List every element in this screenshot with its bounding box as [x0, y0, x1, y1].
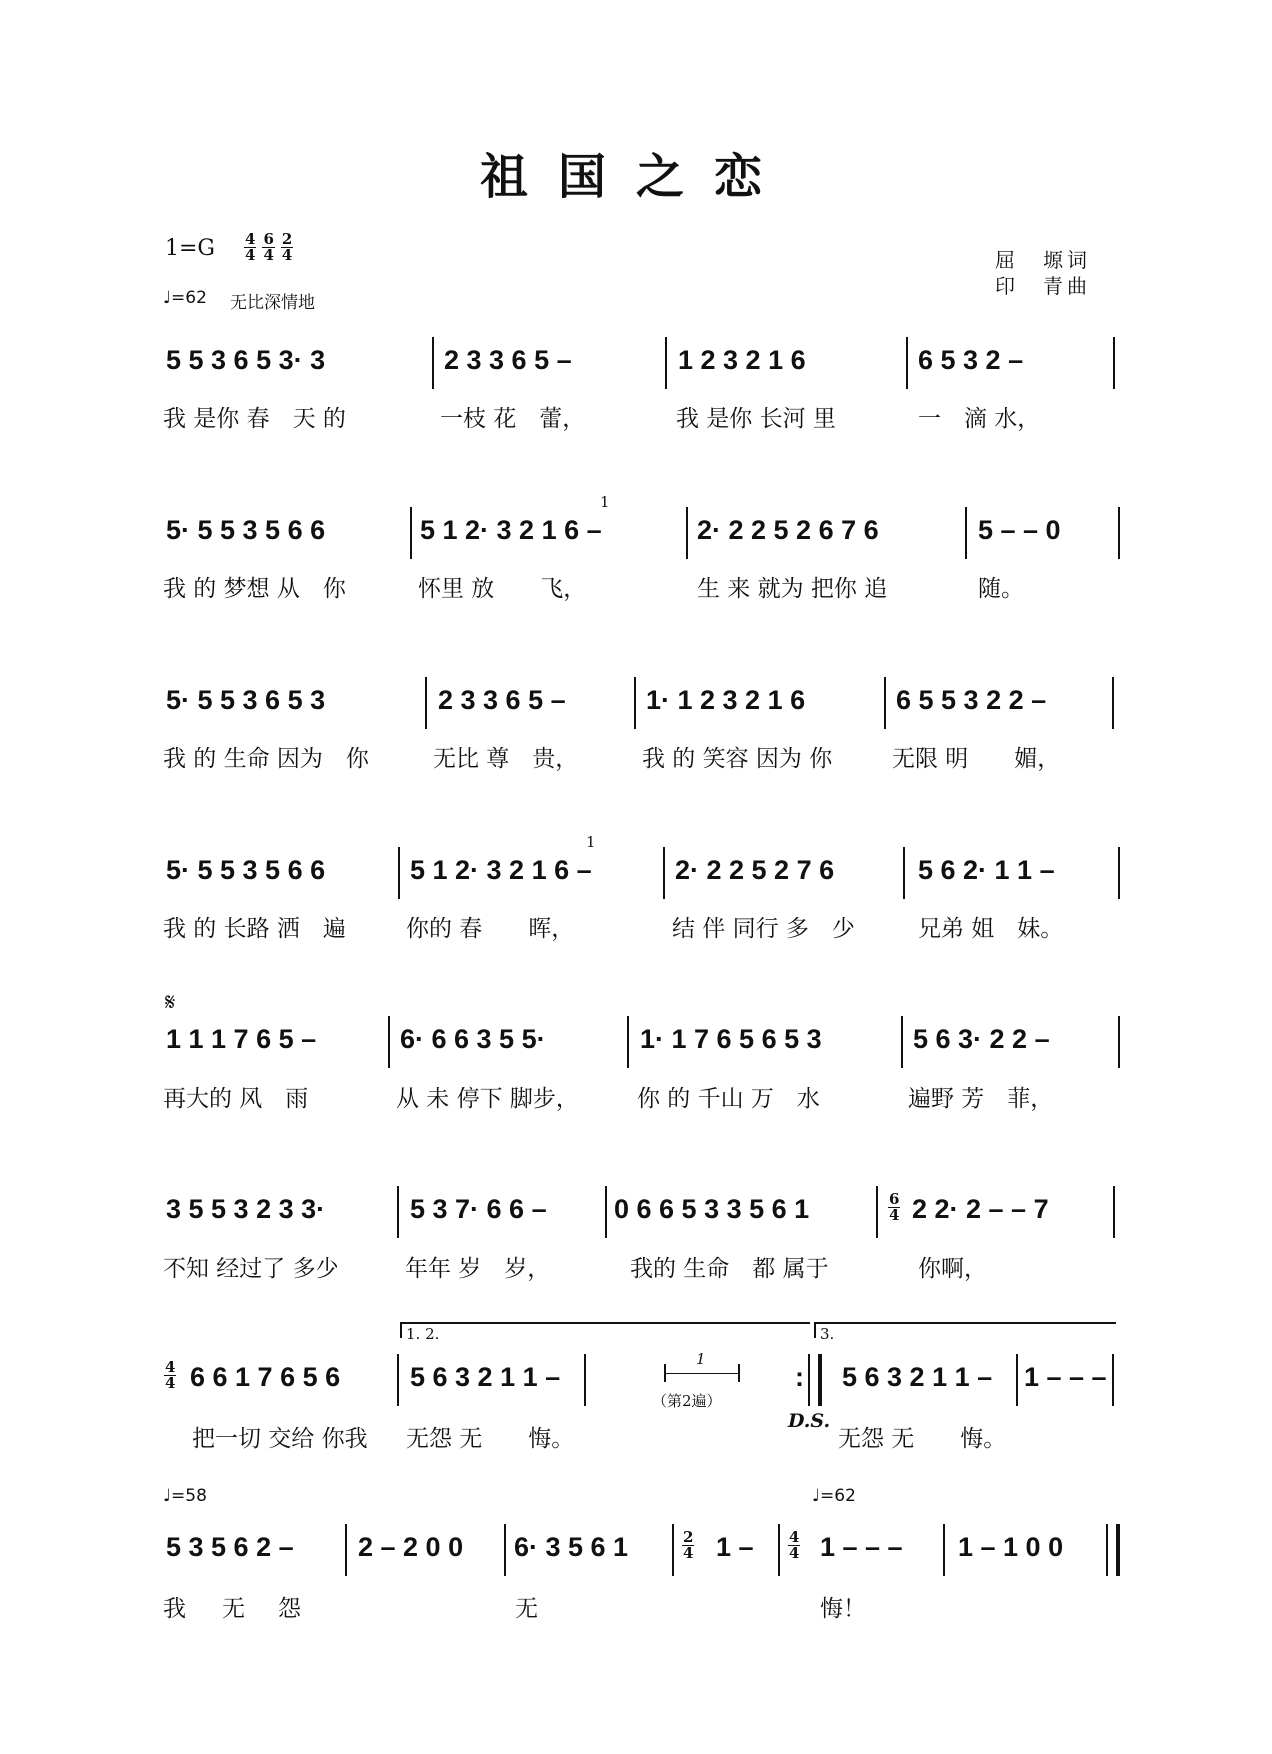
- measure: 5 3 5 6 2 –: [166, 1532, 294, 1562]
- expression-marking: 无比深情地: [230, 293, 315, 313]
- measure: 5· 5 5 3 5 6 6: [166, 515, 326, 545]
- lyric-text: 我 的 生命 因为 你: [163, 746, 369, 772]
- key-signature: 1=G: [165, 236, 216, 261]
- lyric-text: 我 的 笑容 因为 你: [642, 746, 833, 772]
- lyric-text: 无限 明 媚，: [892, 746, 1061, 772]
- lyricist-credit: 屈 塬词: [995, 248, 1091, 272]
- dal-segno: D.S.: [788, 1410, 831, 1432]
- time-signature: 6 4: [263, 230, 274, 264]
- lyric-text: 悔！: [820, 1596, 866, 1622]
- repeat-measure-box: 1: [664, 1364, 740, 1382]
- lyric-text: 你 的 千山 万 水: [637, 1086, 820, 1112]
- lyric-text: 怀里 放 飞，: [418, 576, 587, 602]
- repeat-dots: :: [795, 1362, 804, 1392]
- measure: 6 5 3 2 –: [918, 345, 1024, 375]
- barline: [584, 1354, 586, 1406]
- time-signature: 4 4: [245, 230, 256, 264]
- measure: 6 6 1 7 6 5 6: [190, 1362, 341, 1392]
- lyric-text: 不知 经过了 多少: [163, 1256, 339, 1282]
- barline: [1112, 677, 1114, 729]
- final-barline: [1106, 1524, 1120, 1576]
- time-signature: 2 4: [683, 1528, 694, 1562]
- tempo-marking: ♩=62: [812, 1486, 856, 1506]
- measure: 2 3 3 6 5 –: [444, 345, 572, 375]
- time-signatures: [240, 232, 293, 263]
- barline: [410, 507, 412, 559]
- lyric-text: 一 滴 水，: [918, 406, 1041, 432]
- tempo-marking: ♩=58: [163, 1486, 207, 1506]
- barline: [672, 1524, 674, 1576]
- grace-note: 1: [600, 493, 610, 511]
- barline: [903, 847, 905, 899]
- measure: 5 1 2· 3 2 1 6 –: [410, 855, 592, 885]
- lyric-text: 无怨 无 悔。: [406, 1426, 575, 1452]
- time-signature: 6 4: [889, 1190, 900, 1224]
- barline: [663, 847, 665, 899]
- measure: 1 – – –: [1024, 1362, 1107, 1392]
- lyric-text: 遍野 芳 菲，: [908, 1086, 1054, 1112]
- barline: [634, 677, 636, 729]
- lyric-text: 我 的 长路 洒 遍: [163, 916, 346, 942]
- lyric-text: 无比 尊 贵，: [433, 746, 579, 772]
- measure: 0 6 6 5 3 3 5 6 1: [614, 1194, 810, 1224]
- lyrics-row-5: [0, 1080, 1272, 1110]
- lyric-text: 你啊，: [918, 1256, 987, 1282]
- lyric-text: 无: [515, 1596, 538, 1622]
- barline: [398, 847, 400, 899]
- measure: 1 –: [716, 1532, 754, 1562]
- barline: [605, 1186, 607, 1238]
- barline: [906, 337, 908, 389]
- lyric-text: 我 是你 春 天 的: [163, 406, 346, 432]
- lyric-text: 我 的 梦想 从 你: [163, 576, 346, 602]
- barline: [1118, 507, 1120, 559]
- barline: [943, 1524, 945, 1576]
- barline: [432, 337, 434, 389]
- measure: 1 2 3 2 1 6: [678, 345, 806, 375]
- time-signature: 4 4: [789, 1528, 800, 1562]
- barline: [686, 507, 688, 559]
- barline: [901, 1016, 903, 1068]
- staff-row-4: [0, 833, 1272, 895]
- measure: 5 5 3 6 5 3· 3: [166, 345, 326, 375]
- measure: 2 3 3 6 5 –: [438, 685, 566, 715]
- time-signature: 2 4: [281, 230, 293, 264]
- measure: 5· 5 5 3 5 6 6: [166, 855, 326, 885]
- measure: 2 2· 2 – – 7: [912, 1194, 1049, 1224]
- lyric-text: 无怨 无 悔。: [838, 1426, 1007, 1452]
- lyric-text: 我: [163, 1596, 186, 1622]
- measure: 1· 1 2 3 2 1 6: [646, 685, 806, 715]
- measure: 6· 6 6 3 5 5·: [400, 1024, 546, 1054]
- measure: 2 – 2 0 0: [358, 1532, 464, 1562]
- barline: [504, 1524, 506, 1576]
- lyric-text: 从 未 停下 脚步，: [396, 1086, 579, 1112]
- measure: 6· 3 5 6 1: [514, 1532, 629, 1562]
- composer-credit: 印 青曲: [995, 274, 1091, 298]
- barline: [1113, 1186, 1115, 1238]
- lyric-text: 生 来 就为 把你 追: [697, 576, 888, 602]
- lyric-text: 随。: [978, 576, 1024, 602]
- lyrics-row-8: [0, 1590, 1272, 1620]
- tempo-marking: ♩=62: [163, 288, 207, 308]
- measure: 5 6 3 2 1 1 –: [842, 1362, 993, 1392]
- barline: [665, 337, 667, 389]
- lyric-text: 一枝 花 蕾，: [440, 406, 586, 432]
- measure: 5 1 2· 3 2 1 6 –: [420, 515, 602, 545]
- lyrics-row-1: [0, 400, 1272, 430]
- staff-row-1: [0, 345, 1272, 385]
- barline: [1016, 1354, 1018, 1406]
- lyrics-row-2: [0, 570, 1272, 600]
- segno-sign: 𝄋: [165, 988, 176, 1016]
- barline: [1113, 337, 1115, 389]
- barline: [388, 1016, 390, 1068]
- staff-row-8: [0, 1528, 1272, 1572]
- measure: 1· 1 7 6 5 6 5 3: [640, 1024, 822, 1054]
- song-title: 祖国之恋: [479, 149, 792, 205]
- measure: 6 5 5 3 2 2 –: [896, 685, 1047, 715]
- volta-bracket-first: 1. 2.: [400, 1322, 810, 1338]
- barline: [876, 1186, 878, 1238]
- lyrics-row-7: [0, 1420, 1272, 1450]
- measure: 5 6 2· 1 1 –: [918, 855, 1055, 885]
- grace-note: 1: [586, 833, 596, 851]
- measure: 5 – – 0: [978, 515, 1061, 545]
- lyric-text: 我 是你 长河 里: [676, 406, 836, 432]
- measure: 1 – 1 0 0: [958, 1532, 1064, 1562]
- lyric-text: 再大的 风 雨: [163, 1086, 309, 1112]
- repeat-end-barline[interactable]: [808, 1354, 822, 1406]
- staff-row-5: [0, 1024, 1272, 1064]
- measure: 5· 5 5 3 6 5 3: [166, 685, 326, 715]
- barline: [627, 1016, 629, 1068]
- barline: [397, 1354, 399, 1406]
- lyric-text: 我的 生命 都 属于: [630, 1256, 829, 1282]
- staff-row-3: [0, 685, 1272, 725]
- measure: 5 3 7· 6 6 –: [410, 1194, 547, 1224]
- staff-row-7: [0, 1350, 1272, 1432]
- barline: [1118, 1016, 1120, 1068]
- time-signature: 4 4: [165, 1358, 176, 1392]
- barline: [965, 507, 967, 559]
- barline: [1118, 847, 1120, 899]
- staff-row-2: [0, 493, 1272, 555]
- lyric-text: 无: [222, 1596, 245, 1622]
- volta-bracket-third: 3.: [814, 1322, 1116, 1338]
- measure: 2· 2 2 5 2 6 7 6: [697, 515, 879, 545]
- lyric-text: 年年 岁 岁，: [405, 1256, 551, 1282]
- lyric-text: 怨: [278, 1596, 301, 1622]
- measure: 5 6 3· 2 2 –: [913, 1024, 1050, 1054]
- repeat-note: （第2遍）: [652, 1392, 722, 1410]
- measure: 3 5 5 3 2 3 3·: [166, 1194, 326, 1224]
- barline: [397, 1186, 399, 1238]
- barline: [425, 677, 427, 729]
- measure: 1 – – –: [820, 1532, 903, 1562]
- lyric-text: 你的 春 晖，: [406, 916, 575, 942]
- staff-row-6: [0, 1190, 1272, 1234]
- measure: 5 6 3 2 1 1 –: [410, 1362, 561, 1392]
- lyrics-row-6: [0, 1250, 1272, 1280]
- lyric-text: 结 伴 同行 多 少: [672, 916, 855, 942]
- barline: [1112, 1354, 1114, 1406]
- barline: [778, 1524, 780, 1576]
- lyric-text: 兄弟 姐 妹。: [918, 916, 1064, 942]
- lyrics-row-4: [0, 910, 1272, 940]
- barline: [345, 1524, 347, 1576]
- barline: [884, 677, 886, 729]
- measure: 1 1 1 7 6 5 –: [166, 1024, 317, 1054]
- measure: 2· 2 2 5 2 7 6: [675, 855, 835, 885]
- lyric-text: 把一切 交给 你我: [192, 1426, 368, 1452]
- lyrics-row-3: [0, 740, 1272, 770]
